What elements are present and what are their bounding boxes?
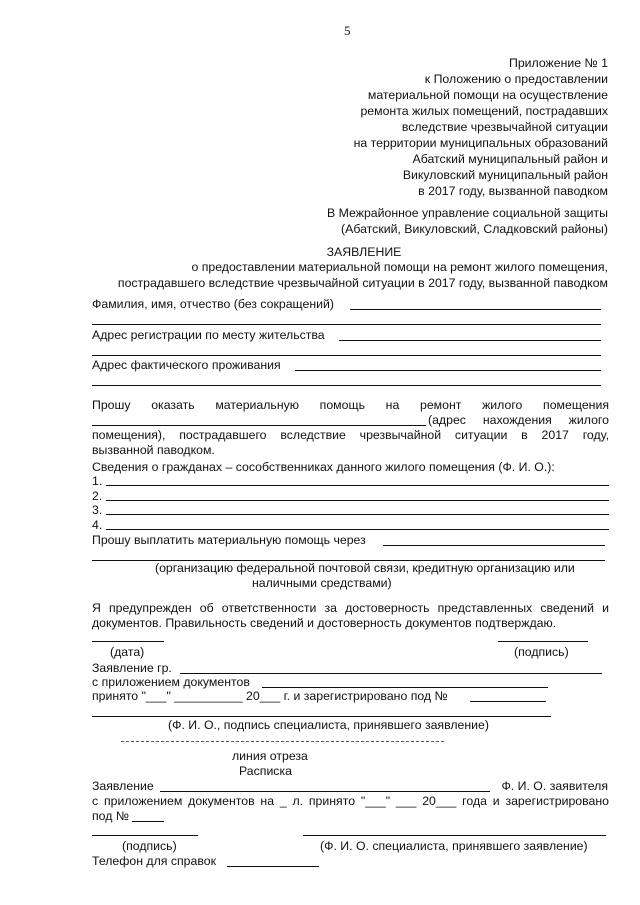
cut-line <box>121 741 444 742</box>
warning-text: Я предупрежден об ответственности за достоверность представленных сведений и <box>92 601 609 615</box>
registration-attachments-label: с приложением документов <box>92 675 250 689</box>
receipt-specialist-input-line[interactable] <box>303 835 606 836</box>
owner-input-line[interactable] <box>106 529 609 530</box>
payment-label: Прошу выплатить материальную помощь через <box>92 533 366 547</box>
receipt-number-input-line[interactable] <box>132 821 164 822</box>
registration-number-input-line[interactable] <box>470 701 546 702</box>
receipt-signature-caption: (подпись) <box>122 839 177 853</box>
request-line: Прошу оказать материальную помощь на ремонт жилого помещения <box>92 398 609 412</box>
document-subtitle: о предоставлении материальной помощи на ремонт жилого помещения, <box>191 260 608 274</box>
reg-address-continuation-line[interactable] <box>92 355 601 356</box>
owner-number: 3. <box>92 503 103 517</box>
payment-input-line[interactable] <box>383 545 605 546</box>
page-number: 5 <box>344 23 351 38</box>
specialist-caption: (Ф. И. О., подпись специалиста, принявшего заявление) <box>168 718 489 732</box>
receipt-specialist-caption: (Ф. И. О. специалиста, принявшего заявление) <box>320 839 588 853</box>
owner-input-line[interactable] <box>106 514 609 515</box>
full-name-continuation-line[interactable] <box>92 324 601 325</box>
registration-applicant-input-line[interactable] <box>180 673 602 674</box>
full-name-label: Фамилия, имя, отчество (без сокращений) <box>92 297 334 311</box>
appendix-line: в 2017 году, вызванной паводком <box>418 184 608 198</box>
receipt-attachments-text: с приложением документов на _ л. принято "___" ___ 20___ года и зарегистрировано <box>92 794 609 808</box>
registration-attachments-input-line[interactable] <box>262 687 548 688</box>
document-title: ЗАЯВЛЕНИЕ <box>326 245 402 259</box>
addressee-line: (Абатский, Викуловский, Сладковский районы) <box>341 222 608 236</box>
specialist-input-line[interactable] <box>92 716 551 717</box>
owner-number: 1. <box>92 474 103 488</box>
owner-number: 4. <box>92 518 103 532</box>
appendix-line: на территории муниципальных образований <box>353 136 608 150</box>
reg-address-label: Адрес регистрации по месту жительства <box>92 328 325 342</box>
reg-address-input-line[interactable] <box>339 340 601 341</box>
appendix-line: Абатский муниципальный район и <box>412 152 608 166</box>
actual-address-input-line[interactable] <box>295 370 601 371</box>
date-caption: (дата) <box>110 645 145 659</box>
payment-hint: (организацию федеральной почтовой связи, кредитную организацию или <box>155 561 575 575</box>
signature-caption: (подпись) <box>514 645 569 659</box>
addressee-line: В Межрайонное управление социальной защиты <box>327 206 608 220</box>
registration-accepted-text: принято "___" __________ 20___ г. и зарегистрировано под № <box>92 689 448 703</box>
dwelling-address-input-line[interactable] <box>92 425 426 426</box>
owner-input-line[interactable] <box>106 485 609 486</box>
actual-address-continuation-line[interactable] <box>92 385 601 386</box>
appendix-line: ремонта жилых помещений, пострадавших <box>360 104 608 118</box>
payment-hint: наличными средствами) <box>252 576 392 590</box>
owner-number: 2. <box>92 489 103 503</box>
appendix-line: вследствие чрезвычайной ситуации <box>401 120 608 134</box>
phone-label: Телефон для справок <box>92 854 216 868</box>
full-name-input-line[interactable] <box>350 309 601 310</box>
date-input-line[interactable] <box>92 641 164 642</box>
appendix-line: материальной помощи на осуществление <box>367 88 608 102</box>
signature-input-line[interactable] <box>498 641 588 642</box>
registration-application-label: Заявление гр. <box>92 661 172 675</box>
appendix-line: Викуловский муниципальный район <box>402 168 608 182</box>
cut-line-label: линия отреза <box>232 749 308 763</box>
receipt-application-input-line[interactable] <box>160 791 490 792</box>
warning-text: документов. Правильность сведений и достоверность документов подтверждаю. <box>92 616 557 630</box>
receipt-number-label: под № <box>92 809 130 823</box>
owner-input-line[interactable] <box>106 500 609 501</box>
owners-heading: Сведения о гражданах – сособственниках данного жилого помещения (Ф. И. О.): <box>92 460 555 474</box>
receipt-title: Расписка <box>239 764 292 778</box>
appendix-line: Приложение № 1 <box>509 56 608 70</box>
document-subtitle: пострадавшего вследствие чрезвычайной ситуации в 2017 году, вызванной паводком <box>117 276 608 290</box>
request-line: помещения), пострадавшего вследствие чрезвычайной ситуации в 2017 году, <box>92 428 609 442</box>
request-line: (адрес нахождения жилого <box>428 413 609 427</box>
receipt-applicant-label: Ф. И. О. заявителя <box>501 779 608 793</box>
appendix-line: к Положению о предоставлении <box>424 72 608 86</box>
phone-input-line[interactable] <box>227 866 319 867</box>
request-line: вызванной паводком. <box>92 443 215 457</box>
receipt-application-label: Заявление <box>92 779 154 793</box>
receipt-signature-input-line[interactable] <box>92 835 198 836</box>
actual-address-label: Адрес фактического проживания <box>92 358 281 372</box>
